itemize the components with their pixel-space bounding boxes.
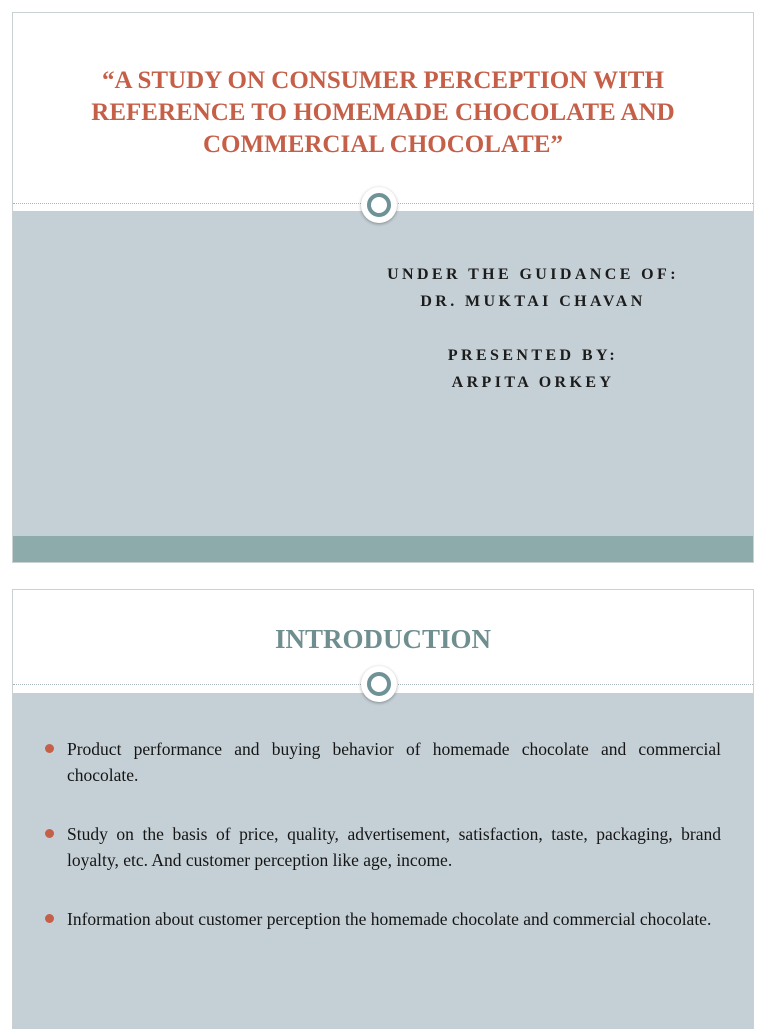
presentation-title: “A STUDY ON CONSUMER PERCEPTION WITH REFERENCE TO HOMEMADE CHOCOLATE AND COMMERCIAL CHOCOLATE” [91, 67, 675, 158]
title-slide [12, 12, 754, 563]
ring-ornament-icon [361, 187, 397, 223]
title-area [13, 13, 753, 205]
list-item [41, 736, 721, 788]
guide-name: DR. MUKTAI CHAVAN [420, 293, 646, 310]
ring-ornament-icon [361, 666, 397, 702]
presenter-name: ARPITA ORKEY [451, 374, 615, 391]
slide-title: INTRODUCTION [274, 624, 492, 654]
bullet-text: Product performance and buying behavior of homemade chocolate and commercial chocolate. [67, 739, 721, 785]
bullet-dot-icon [45, 744, 54, 753]
footer-bar [13, 536, 753, 562]
introduction-slide [12, 589, 754, 1029]
credits-block [313, 261, 753, 396]
bullet-dot-icon [45, 914, 54, 923]
bullet-text: Information about customer perception the homemade chocolate and commercial chocolate. [67, 909, 712, 929]
bullet-dot-icon [45, 829, 54, 838]
list-item [41, 906, 721, 932]
bullet-text: Study on the basis of price, quality, advertisement, satisfaction, taste, packaging, brand loyalty, etc. And customer perception like age, income. [67, 824, 721, 870]
bullet-list [41, 736, 721, 965]
list-item [41, 821, 721, 873]
presented-label: PRESENTED BY: [447, 347, 619, 364]
guidance-label: UNDER THE GUIDANCE OF: [387, 266, 679, 283]
